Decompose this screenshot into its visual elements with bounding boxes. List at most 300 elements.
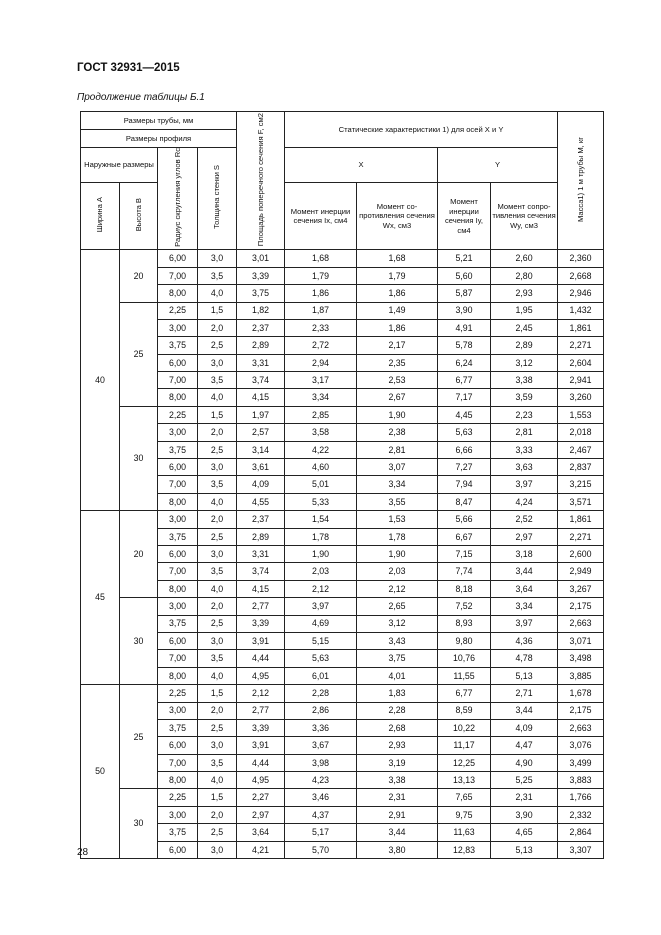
header-static-characteristics: Статические характеристики 1) для осей X и Y: [285, 112, 558, 148]
value-cell: 3,97: [285, 598, 357, 615]
value-cell: 2,03: [357, 563, 438, 580]
value-cell: 5,15: [285, 632, 357, 649]
value-cell: 3,97: [491, 615, 558, 632]
value-cell: 8,59: [438, 702, 491, 719]
value-cell: 6,77: [438, 685, 491, 702]
value-cell: 6,66: [438, 441, 491, 458]
value-cell: 3,885: [558, 667, 604, 684]
value-cell: 2,5: [198, 824, 237, 841]
value-cell: 6,00: [158, 545, 198, 562]
width-cell: 40: [81, 250, 120, 511]
value-cell: 2,86: [285, 702, 357, 719]
value-cell: 2,97: [237, 806, 285, 823]
table-row: [81, 319, 604, 336]
table-row: [81, 719, 604, 736]
value-cell: 1,766: [558, 789, 604, 806]
value-cell: 2,38: [357, 424, 438, 441]
value-cell: 1,5: [198, 406, 237, 423]
value-cell: 7,00: [158, 650, 198, 667]
value-cell: 2,53: [357, 372, 438, 389]
value-cell: 7,00: [158, 754, 198, 771]
value-cell: 3,267: [558, 580, 604, 597]
value-cell: 3,5: [198, 650, 237, 667]
value-cell: 8,00: [158, 580, 198, 597]
value-cell: 8,18: [438, 580, 491, 597]
value-cell: 3,5: [198, 267, 237, 284]
table-row: [81, 372, 604, 389]
value-cell: 8,00: [158, 389, 198, 406]
value-cell: 3,5: [198, 563, 237, 580]
height-cell: 20: [120, 511, 158, 598]
value-cell: 2,45: [491, 319, 558, 336]
table-row: [81, 337, 604, 354]
header-inertia-x: Момент инерции сечения Ix, см4: [285, 183, 357, 250]
table-row: [81, 302, 604, 319]
value-cell: 3,076: [558, 737, 604, 754]
table-row: [81, 615, 604, 632]
value-cell: 2,89: [237, 528, 285, 545]
value-cell: 4,55: [237, 493, 285, 510]
value-cell: 3,75: [357, 650, 438, 667]
header-wall-thickness: Толщина стенки S: [198, 148, 237, 250]
value-cell: 5,87: [438, 285, 491, 302]
value-cell: 3,071: [558, 632, 604, 649]
value-cell: 4,0: [198, 772, 237, 789]
value-cell: 2,663: [558, 719, 604, 736]
table-row: [81, 824, 604, 841]
table-row: [81, 476, 604, 493]
header-resistance-y: Момент сопро-тивления сечения Wy, см3: [491, 183, 558, 250]
value-cell: 2,12: [285, 580, 357, 597]
value-cell: 2,018: [558, 424, 604, 441]
value-cell: 2,67: [357, 389, 438, 406]
value-cell: 5,63: [285, 650, 357, 667]
value-cell: 3,17: [285, 372, 357, 389]
value-cell: 6,00: [158, 459, 198, 476]
value-cell: 2,28: [357, 702, 438, 719]
value-cell: 4,23: [285, 772, 357, 789]
value-cell: 2,72: [285, 337, 357, 354]
table-row: [81, 806, 604, 823]
value-cell: 3,0: [198, 459, 237, 476]
value-cell: 7,65: [438, 789, 491, 806]
value-cell: 1,78: [357, 528, 438, 545]
table-body: [81, 250, 604, 859]
value-cell: 2,27: [237, 789, 285, 806]
height-cell: 25: [120, 685, 158, 789]
value-cell: 7,00: [158, 372, 198, 389]
table-row: [81, 511, 604, 528]
value-cell: 3,64: [237, 824, 285, 841]
value-cell: 4,0: [198, 580, 237, 597]
value-cell: 3,75: [158, 824, 198, 841]
value-cell: 7,27: [438, 459, 491, 476]
table-row: [81, 389, 604, 406]
value-cell: 1,68: [357, 250, 438, 267]
value-cell: 4,60: [285, 459, 357, 476]
value-cell: 6,01: [285, 667, 357, 684]
value-cell: 3,61: [237, 459, 285, 476]
value-cell: 3,59: [491, 389, 558, 406]
value-cell: 2,25: [158, 406, 198, 423]
value-cell: 3,5: [198, 754, 237, 771]
value-cell: 2,91: [357, 806, 438, 823]
table-row: [81, 354, 604, 371]
table-row: [81, 754, 604, 771]
value-cell: 3,46: [285, 789, 357, 806]
header-mass: Масса1) 1 м трубы M, кг: [558, 112, 604, 250]
value-cell: 2,28: [285, 685, 357, 702]
value-cell: 7,15: [438, 545, 491, 562]
value-cell: 2,5: [198, 337, 237, 354]
value-cell: 2,5: [198, 528, 237, 545]
value-cell: 2,0: [198, 702, 237, 719]
table-row: [81, 250, 604, 267]
value-cell: 1,86: [357, 319, 438, 336]
value-cell: 4,65: [491, 824, 558, 841]
value-cell: 3,97: [491, 476, 558, 493]
value-cell: 3,44: [491, 702, 558, 719]
value-cell: 2,35: [357, 354, 438, 371]
value-cell: 3,18: [491, 545, 558, 562]
header-axis-x: X: [285, 148, 438, 183]
value-cell: 4,24: [491, 493, 558, 510]
value-cell: 4,09: [491, 719, 558, 736]
value-cell: 3,498: [558, 650, 604, 667]
value-cell: 6,77: [438, 372, 491, 389]
value-cell: 4,91: [438, 319, 491, 336]
value-cell: 3,0: [198, 250, 237, 267]
value-cell: 3,0: [198, 841, 237, 858]
value-cell: 2,271: [558, 337, 604, 354]
value-cell: 4,0: [198, 285, 237, 302]
value-cell: 1,87: [285, 302, 357, 319]
value-cell: 3,75: [237, 285, 285, 302]
value-cell: 3,39: [237, 719, 285, 736]
value-cell: 2,12: [357, 580, 438, 597]
value-cell: 2,949: [558, 563, 604, 580]
value-cell: 5,21: [438, 250, 491, 267]
value-cell: 4,37: [285, 806, 357, 823]
header-resistance-x: Момент со-противления сечения Wx, см3: [357, 183, 438, 250]
value-cell: 4,90: [491, 754, 558, 771]
header-area: Площадь поперечного сечения F, см2: [237, 112, 285, 250]
value-cell: 3,44: [491, 563, 558, 580]
value-cell: 8,00: [158, 493, 198, 510]
value-cell: 3,5: [198, 372, 237, 389]
header-radius: Радиус скругления углов Rc: [158, 148, 198, 250]
value-cell: 7,17: [438, 389, 491, 406]
table-row: [81, 528, 604, 545]
value-cell: 2,5: [198, 615, 237, 632]
value-cell: 2,94: [285, 354, 357, 371]
value-cell: 1,553: [558, 406, 604, 423]
value-cell: 1,90: [357, 545, 438, 562]
value-cell: 3,14: [237, 441, 285, 458]
table-row: [81, 702, 604, 719]
value-cell: 3,215: [558, 476, 604, 493]
value-cell: 9,75: [438, 806, 491, 823]
header-width: Ширина A: [81, 183, 120, 250]
value-cell: 2,31: [491, 789, 558, 806]
table-row: [81, 285, 604, 302]
value-cell: 4,01: [357, 667, 438, 684]
value-cell: 1,432: [558, 302, 604, 319]
value-cell: 2,93: [357, 737, 438, 754]
value-cell: 3,91: [237, 737, 285, 754]
value-cell: 3,31: [237, 354, 285, 371]
value-cell: 3,80: [357, 841, 438, 858]
value-cell: 2,25: [158, 302, 198, 319]
value-cell: 5,25: [491, 772, 558, 789]
value-cell: 3,499: [558, 754, 604, 771]
value-cell: 1,79: [357, 267, 438, 284]
value-cell: 4,45: [438, 406, 491, 423]
value-cell: 4,47: [491, 737, 558, 754]
value-cell: 2,25: [158, 789, 198, 806]
value-cell: 2,941: [558, 372, 604, 389]
value-cell: 5,17: [285, 824, 357, 841]
value-cell: 2,03: [285, 563, 357, 580]
value-cell: 3,34: [357, 476, 438, 493]
value-cell: 3,75: [158, 528, 198, 545]
value-cell: 1,97: [237, 406, 285, 423]
height-cell: 30: [120, 406, 158, 510]
value-cell: 3,00: [158, 806, 198, 823]
value-cell: 3,58: [285, 424, 357, 441]
value-cell: 2,93: [491, 285, 558, 302]
value-cell: 2,77: [237, 598, 285, 615]
value-cell: 6,67: [438, 528, 491, 545]
value-cell: 4,95: [237, 667, 285, 684]
header-outer-sizes: Наружные размеры: [81, 148, 158, 183]
value-cell: 1,90: [357, 406, 438, 423]
value-cell: 2,23: [491, 406, 558, 423]
value-cell: 5,01: [285, 476, 357, 493]
value-cell: 4,44: [237, 754, 285, 771]
value-cell: 3,67: [285, 737, 357, 754]
value-cell: 3,00: [158, 598, 198, 615]
value-cell: 3,74: [237, 563, 285, 580]
table-row: [81, 563, 604, 580]
value-cell: 1,83: [357, 685, 438, 702]
value-cell: 2,89: [491, 337, 558, 354]
value-cell: 6,00: [158, 250, 198, 267]
value-cell: 8,00: [158, 667, 198, 684]
value-cell: 2,33: [285, 319, 357, 336]
value-cell: 2,77: [237, 702, 285, 719]
value-cell: 3,571: [558, 493, 604, 510]
value-cell: 3,98: [285, 754, 357, 771]
width-cell: 45: [81, 511, 120, 685]
value-cell: 2,0: [198, 806, 237, 823]
value-cell: 4,69: [285, 615, 357, 632]
value-cell: 2,332: [558, 806, 604, 823]
value-cell: 2,37: [237, 511, 285, 528]
value-cell: 4,0: [198, 667, 237, 684]
value-cell: 7,00: [158, 563, 198, 580]
width-cell: 50: [81, 685, 120, 859]
value-cell: 4,36: [491, 632, 558, 649]
value-cell: 1,78: [285, 528, 357, 545]
value-cell: 2,837: [558, 459, 604, 476]
value-cell: 7,52: [438, 598, 491, 615]
value-cell: 3,0: [198, 545, 237, 562]
table-row: [81, 667, 604, 684]
table-row: [81, 406, 604, 423]
value-cell: 3,90: [491, 806, 558, 823]
value-cell: 3,00: [158, 424, 198, 441]
value-cell: 8,00: [158, 285, 198, 302]
value-cell: 2,5: [198, 719, 237, 736]
value-cell: 7,00: [158, 267, 198, 284]
value-cell: 11,63: [438, 824, 491, 841]
value-cell: 3,36: [285, 719, 357, 736]
value-cell: 8,00: [158, 772, 198, 789]
table-caption: Продолжение таблицы Б.1: [77, 92, 205, 103]
value-cell: 3,44: [357, 824, 438, 841]
value-cell: 2,0: [198, 598, 237, 615]
value-cell: 2,71: [491, 685, 558, 702]
value-cell: 1,861: [558, 319, 604, 336]
value-cell: 3,63: [491, 459, 558, 476]
value-cell: 2,25: [158, 685, 198, 702]
value-cell: 1,861: [558, 511, 604, 528]
document-code: ГОСТ 32931—2015: [77, 62, 180, 74]
value-cell: 2,57: [237, 424, 285, 441]
table-row: [81, 841, 604, 858]
value-cell: 3,31: [237, 545, 285, 562]
value-cell: 1,54: [285, 511, 357, 528]
value-cell: 2,946: [558, 285, 604, 302]
height-cell: 20: [120, 250, 158, 302]
value-cell: 2,65: [357, 598, 438, 615]
value-cell: 4,0: [198, 389, 237, 406]
value-cell: 2,175: [558, 598, 604, 615]
value-cell: 2,80: [491, 267, 558, 284]
value-cell: 2,97: [491, 528, 558, 545]
value-cell: 5,60: [438, 267, 491, 284]
table-row: [81, 493, 604, 510]
value-cell: 2,467: [558, 441, 604, 458]
table-row: [81, 650, 604, 667]
value-cell: 3,0: [198, 737, 237, 754]
value-cell: 1,86: [357, 285, 438, 302]
value-cell: 2,60: [491, 250, 558, 267]
value-cell: 5,70: [285, 841, 357, 858]
value-cell: 4,15: [237, 389, 285, 406]
value-cell: 2,52: [491, 511, 558, 528]
value-cell: 3,39: [237, 267, 285, 284]
value-cell: 11,55: [438, 667, 491, 684]
value-cell: 3,90: [438, 302, 491, 319]
value-cell: 8,93: [438, 615, 491, 632]
value-cell: 4,21: [237, 841, 285, 858]
value-cell: 1,68: [285, 250, 357, 267]
value-cell: 12,83: [438, 841, 491, 858]
value-cell: 2,175: [558, 702, 604, 719]
value-cell: 3,33: [491, 441, 558, 458]
value-cell: 2,271: [558, 528, 604, 545]
header-tube-sizes: Размеры трубы, мм: [81, 112, 237, 130]
value-cell: 4,0: [198, 493, 237, 510]
table-row: [81, 772, 604, 789]
value-cell: 2,68: [357, 719, 438, 736]
value-cell: 3,75: [158, 441, 198, 458]
value-cell: 2,85: [285, 406, 357, 423]
value-cell: 5,66: [438, 511, 491, 528]
value-cell: 2,12: [237, 685, 285, 702]
value-cell: 3,91: [237, 632, 285, 649]
value-cell: 2,864: [558, 824, 604, 841]
value-cell: 3,34: [285, 389, 357, 406]
value-cell: 5,13: [491, 841, 558, 858]
value-cell: 1,5: [198, 302, 237, 319]
value-cell: 2,0: [198, 424, 237, 441]
value-cell: 2,668: [558, 267, 604, 284]
value-cell: 4,09: [237, 476, 285, 493]
value-cell: 7,00: [158, 476, 198, 493]
value-cell: 3,01: [237, 250, 285, 267]
value-cell: 3,5: [198, 476, 237, 493]
value-cell: 6,00: [158, 737, 198, 754]
value-cell: 12,25: [438, 754, 491, 771]
value-cell: 2,0: [198, 319, 237, 336]
value-cell: 2,5: [198, 441, 237, 458]
value-cell: 1,5: [198, 789, 237, 806]
table-row: [81, 737, 604, 754]
height-cell: 25: [120, 302, 158, 406]
value-cell: 3,00: [158, 319, 198, 336]
height-cell: 30: [120, 789, 158, 859]
value-cell: 4,44: [237, 650, 285, 667]
header-inertia-y: Момент инерции сечения Iy, см4: [438, 183, 491, 250]
value-cell: 6,24: [438, 354, 491, 371]
value-cell: 1,79: [285, 267, 357, 284]
header-profile-sizes: Размеры профиля: [81, 130, 237, 148]
value-cell: 3,12: [357, 615, 438, 632]
value-cell: 4,95: [237, 772, 285, 789]
value-cell: 1,53: [357, 511, 438, 528]
value-cell: 3,260: [558, 389, 604, 406]
value-cell: 10,22: [438, 719, 491, 736]
value-cell: 2,604: [558, 354, 604, 371]
value-cell: 5,63: [438, 424, 491, 441]
value-cell: 4,22: [285, 441, 357, 458]
table-header: [81, 112, 604, 250]
table-row: [81, 632, 604, 649]
table-row: [81, 598, 604, 615]
value-cell: 6,00: [158, 632, 198, 649]
value-cell: 3,64: [491, 580, 558, 597]
table-row: [81, 459, 604, 476]
value-cell: 1,90: [285, 545, 357, 562]
value-cell: 2,360: [558, 250, 604, 267]
value-cell: 3,12: [491, 354, 558, 371]
value-cell: 3,38: [357, 772, 438, 789]
value-cell: 3,0: [198, 354, 237, 371]
data-table: [80, 111, 604, 859]
table-row: [81, 441, 604, 458]
value-cell: 10,76: [438, 650, 491, 667]
value-cell: 13,13: [438, 772, 491, 789]
value-cell: 5,78: [438, 337, 491, 354]
value-cell: 1,678: [558, 685, 604, 702]
value-cell: 3,34: [491, 598, 558, 615]
value-cell: 3,19: [357, 754, 438, 771]
table-row: [81, 545, 604, 562]
value-cell: 3,07: [357, 459, 438, 476]
